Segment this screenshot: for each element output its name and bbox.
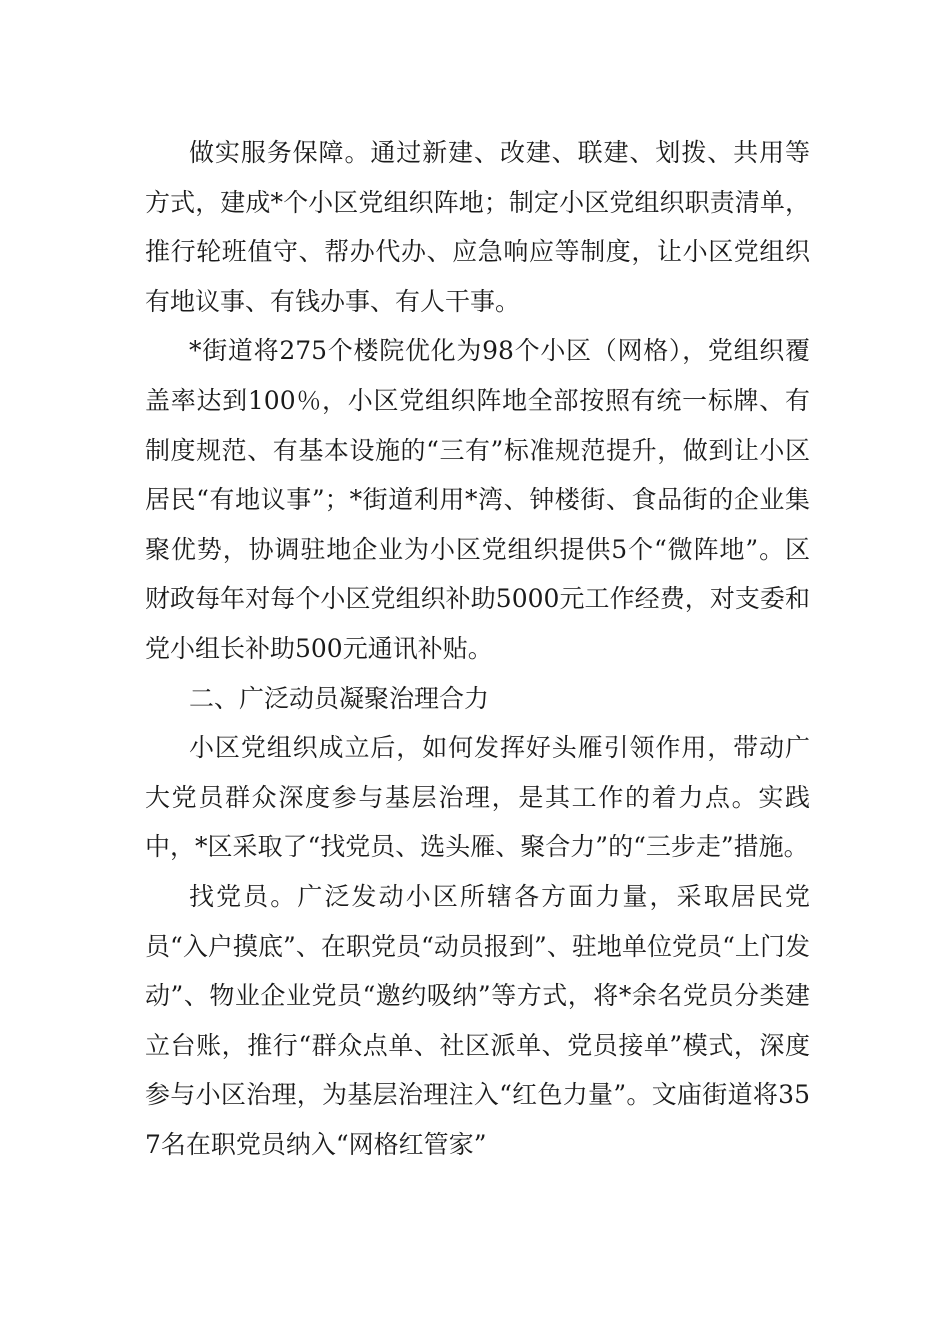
paragraph-street-example: *街道将275个楼院优化为98个小区（网格），党组织覆盖率达到100％，小区党组织阵地全部按照有统一标牌、有制度规范、有基本设施的“三有”标准规范提升，做到让小区居民“有地议事”；*街道利用*湾、钟楼街、食品街的企业集聚优势，协调驻地企业为小区党组织提供5个“微阵地”。区财政每年对每个小区党组织补助5000元工作经费，对支委和党小组长补助500元通讯补贴。 — [145, 336, 810, 663]
paragraph-three-steps: 小区党组织成立后，如何发挥好头雁引领作用，带动广大党员群众深度参与基层治理，是其工作的着力点。实践中，*区采取了“找党员、选头雁、聚合力”的“三步走”措施。 — [145, 733, 810, 862]
paragraph-service-guarantee: 做实服务保障。通过新建、改建、联建、划拨、共用等方式，建成*个小区党组织阵地；制定小区党组织职责清单，推行轮班值守、帮办代办、应急响应等制度，让小区党组织有地议事、有钱办事、有人干事。 — [145, 138, 810, 316]
paragraph-find-members: 找党员。广泛发动小区所辖各方面力量，采取居民党员“入户摸底”、在职党员“动员报到”、驻地单位党员“上门发动”、物业企业党员“邀约吸纳”等方式，将*余名党员分类建立台账，推行“群众点单、社区派单、党员接单”模式，深度参与小区治理，为基层治理注入“红色力量”。文庙街道将357名在职党员纳入“网格红管家” — [145, 881, 810, 1159]
section-heading: 二、广泛动员凝聚治理合力 — [189, 683, 490, 713]
document-body — [145, 128, 810, 1169]
